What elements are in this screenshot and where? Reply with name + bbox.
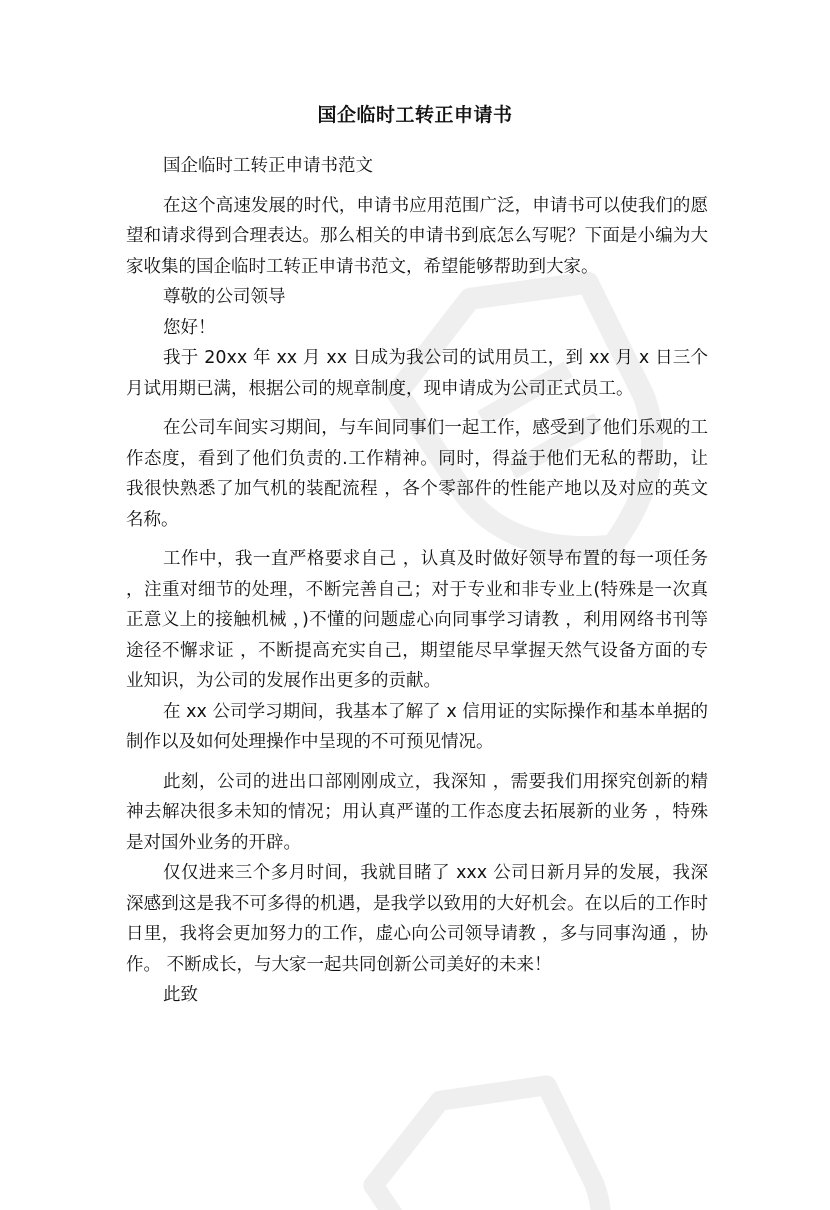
body-paragraph: 仅仅进来三个多月时间，我就目睹了 xxx 公司日新月异的发展，我深深感到这是我不可多得的机遇，是我学以致用的大好机会。在以后的工作时日里，我将会更加努力的工作，虚心向公司领导请教 ，多与同事沟通 ，协作。 不断成长，与大家一起共同创新公司美好的未来！ (126, 863, 708, 975)
document-title: 国企临时工转正申请书 (317, 104, 513, 126)
body-paragraph: 工作中，我一直严格要求自己 ，认真及时做好领导布置的每一项任务 ，注重对细节的处理，不断完善自己；对于专业和非专业上(特殊是一次真正意义上的接触机械 ，)不懂的问题虚心向同事学习请教 ，利用网络书刊等途径不懈求证 ，不断提高充实自己，期望能尽早掌握天然气设备方面的专业知识，为公司的发展作出更多的贡献。 (126, 549, 708, 691)
shield-watermark-icon (330, 1050, 630, 1210)
document-body (126, 151, 708, 1011)
intro-paragraph: 在这个高速发展的时代，申请书应用范围广泛，申请书可以使我们的愿望和请求得到合理表达。那么相关的申请书到底怎么写呢？下面是小编为大家收集的国企临时工转正申请书范文，希望能够帮助到大家。 (126, 195, 708, 277)
closing-paragraph: 此致 (163, 985, 198, 1005)
body-paragraph: 在 xx 公司学习期间，我基本了解了 x 信用证的实际操作和基本单据的制作以及如何处理操作中呈现的不可预见情况。 (126, 701, 708, 752)
body-paragraph: 此刻，公司的进出口部刚刚成立，我深知 ，需要我们用探究创新的精神去解决很多未知的情况；用认真严谨的工作态度去拓展新的业务 ，特殊是对国外业务的开辟。 (126, 771, 708, 853)
body-paragraph: 在公司车间实习期间，与车间同事们一起工作，感受到了他们乐观的工作态度，看到了他们负责的.工作精神。同时，得益于他们无私的帮助，让我很快熟悉了加气机的装配流程 ，各个零部件的性能产地以及对应的英文名称。 (126, 418, 708, 530)
subtitle-paragraph: 国企临时工转正申请书范文 (163, 156, 373, 176)
greeting: 您好！ (163, 317, 216, 338)
salutation: 尊敬的公司领导 (163, 287, 286, 307)
body-paragraph: 我于 20xx 年 xx 月 xx 日成为我公司的试用员工，到 xx 月 x 日三个月试用期已满，根据公司的规章制度，现申请成为公司正式员工。 (126, 348, 708, 399)
